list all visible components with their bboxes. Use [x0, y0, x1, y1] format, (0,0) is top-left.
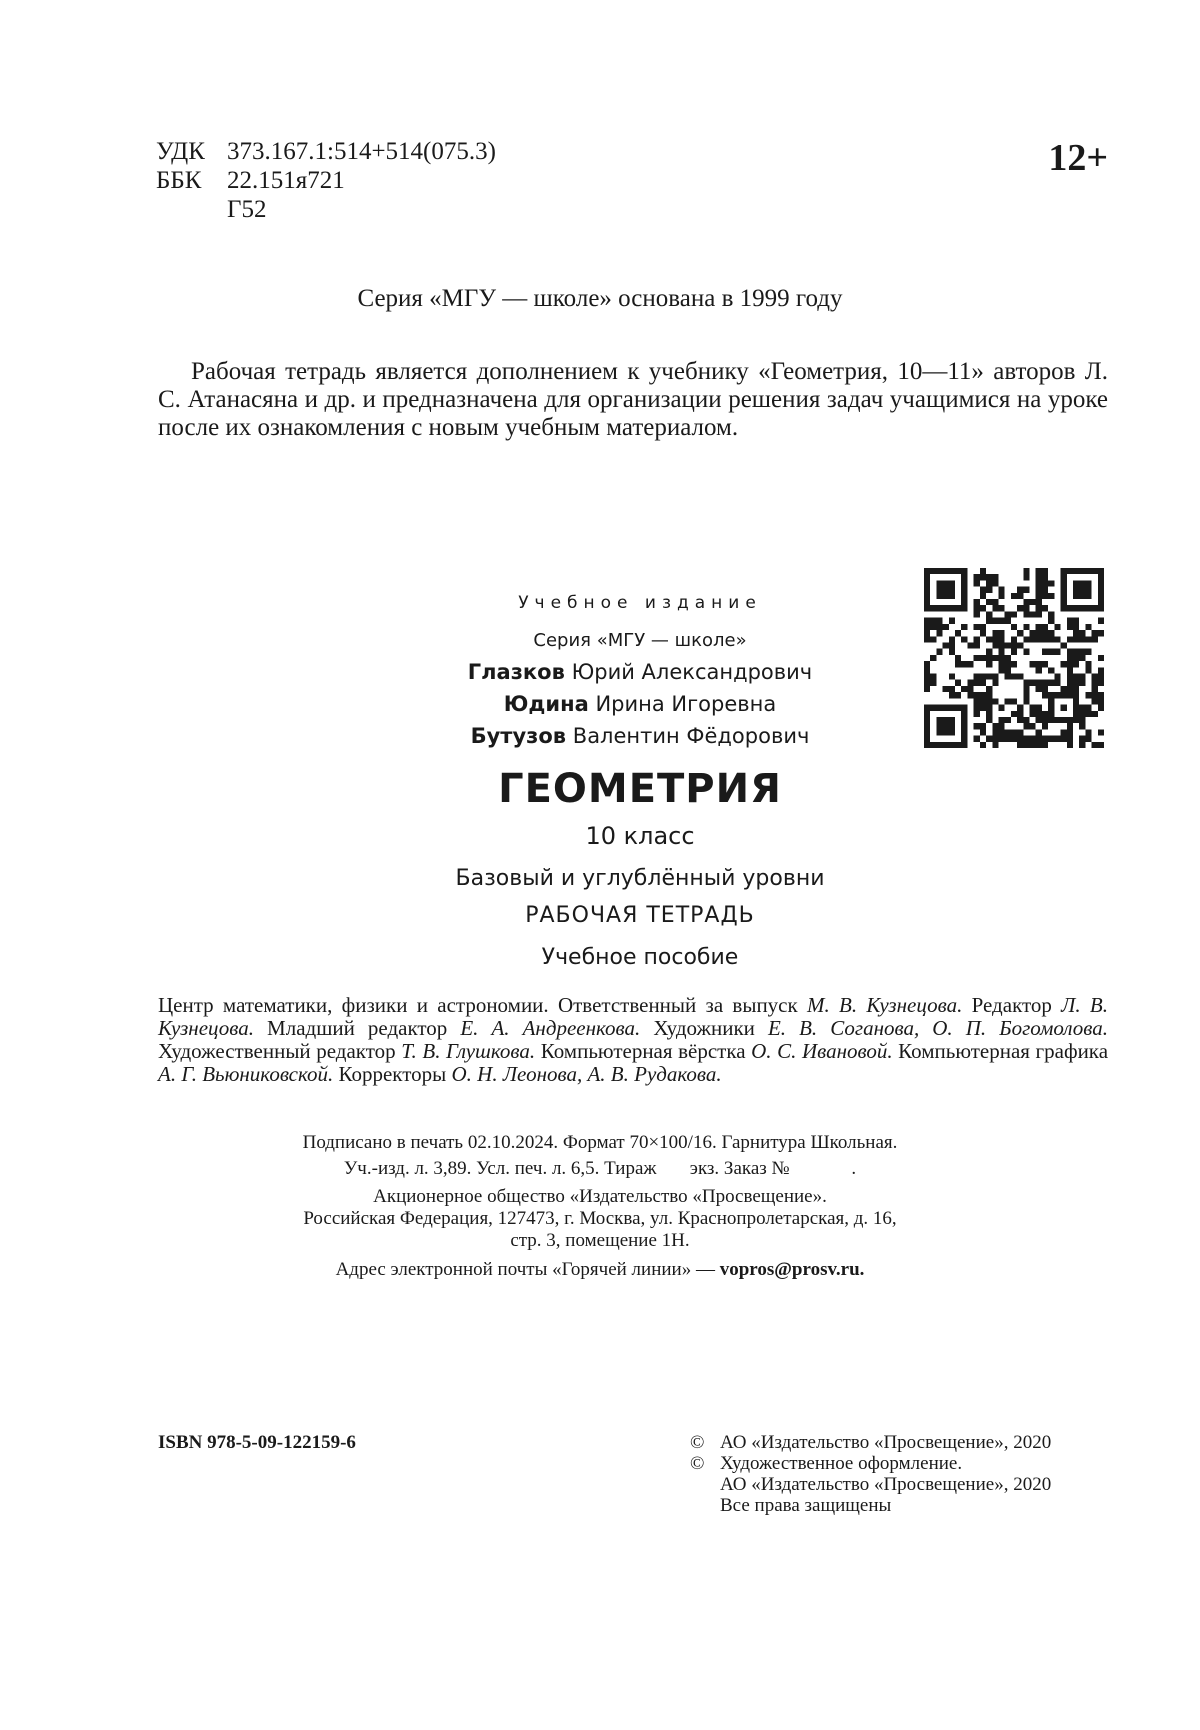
- copyright-rights: Все права защищены: [720, 1495, 892, 1516]
- copyright-row: [690, 1453, 1051, 1474]
- credits-name: А. Г. Вьюниковской.: [158, 1062, 334, 1086]
- grade: 10 класс: [585, 822, 695, 850]
- copyright-line: АО «Издательство «Просвещение», 2020: [720, 1474, 1052, 1495]
- copyright-line: Художественное оформление.: [720, 1453, 963, 1474]
- credits-text: Художественный редактор: [158, 1039, 402, 1063]
- classification-block: [156, 137, 496, 224]
- credits-name: Е. А. Андреенкова.: [460, 1016, 641, 1040]
- imprint-hotline: [0, 1259, 1200, 1281]
- udk-value: 373.167.1:514+514(075.3): [227, 138, 496, 165]
- author-1-given: Юрий Александрович: [571, 660, 813, 684]
- udk-key: УДК: [156, 138, 205, 165]
- copyright-symbol: ©: [690, 1453, 705, 1474]
- credits-text: Художники: [640, 1016, 768, 1040]
- isbn: ISBN 978-5-09-122159-6: [158, 1432, 356, 1453]
- author-2-surname: Юдина: [503, 692, 589, 716]
- imprint-publisher: Акционерное общество «Издательство «Просвещение».: [373, 1186, 827, 1207]
- author-mark: Г52: [227, 196, 267, 223]
- credits-text: Компьютерная вёрстка: [535, 1039, 752, 1063]
- age-rating: 12+: [1048, 137, 1108, 179]
- copyright-row: [690, 1432, 1051, 1453]
- bbk-key: ББК: [156, 167, 202, 194]
- udk-row: [156, 137, 496, 166]
- annotation: Рабочая тетрадь является дополнением к учебнику «Геометрия, 10—11» авторов Л. С. Атанасяна и др. и предназначена для организации решения задач учащимися на уроке после их ознакомления с новым учебным материалом.: [158, 358, 1108, 441]
- author-mark-spacer: [156, 195, 227, 224]
- author-1-surname: Глазков: [467, 660, 565, 684]
- edition-type: Учебное издание: [518, 593, 762, 613]
- credits-name: Л. В. Кузнецова.: [158, 993, 1108, 1040]
- bbk-value: 22.151я721: [227, 167, 345, 194]
- author-3-surname: Бутузов: [470, 724, 567, 748]
- levels: Базовый и углублённый уровни: [455, 866, 825, 891]
- author-2-given: Ирина Игоревна: [595, 692, 777, 716]
- hotline-text: Адрес электронной почты «Горячей линии» —: [335, 1259, 720, 1280]
- workbook-label: РАБОЧАЯ ТЕТРАДЬ: [525, 903, 755, 928]
- credits-name: О. Н. Леонова, А. В. Рудакова.: [451, 1062, 722, 1086]
- qr-code-icon: [924, 568, 1104, 748]
- copyright-line: АО «Издательство «Просвещение», 2020: [720, 1432, 1052, 1453]
- imprint-sheets: Уч.-изд. л. 3,89. Усл. печ. л. 6,5. Тираж экз. Заказ № .: [343, 1158, 857, 1179]
- credits: [158, 994, 1108, 1086]
- credits-text: Компьютерная графика: [892, 1039, 1109, 1063]
- copyright-block: [690, 1432, 1051, 1516]
- book-title: ГЕОМЕТРИЯ: [498, 766, 782, 812]
- author-mark-row: [156, 195, 496, 224]
- credits-name: О. С. Ивановой.: [751, 1039, 893, 1063]
- hotline-email: vopros@prosv.ru.: [719, 1259, 865, 1280]
- credits-text: Младший редактор: [254, 1016, 461, 1040]
- series-small: Серия «МГУ — школе»: [533, 630, 747, 651]
- credits-text: Редактор: [962, 993, 1062, 1017]
- credits-name: Е. В. Соганова, О. П. Богомолова.: [767, 1016, 1108, 1040]
- credits-text: Корректоры: [333, 1062, 452, 1086]
- copyright-symbol: ©: [690, 1432, 705, 1453]
- author-3: [340, 724, 940, 748]
- author-2: [340, 692, 940, 716]
- credits-name: Т. В. Глушкова.: [401, 1039, 536, 1063]
- imprint-address-2: стр. 3, помещение 1Н.: [510, 1230, 690, 1251]
- manual-label: Учебное пособие: [541, 945, 739, 970]
- series-founded: Серия «МГУ — школе» основана в 1999 году: [357, 285, 843, 312]
- credits-text: Центр математики, физики и астрономии. Ответственный за выпуск: [158, 993, 807, 1017]
- credits-name: М. В. Кузнецова.: [806, 993, 963, 1017]
- author-1: [340, 660, 940, 684]
- bbk-row: [156, 166, 496, 195]
- imprint-address: Российская Федерация, 127473, г. Москва, ул. Краснопролетарская, д. 16,: [303, 1208, 897, 1229]
- imprint-signed: Подписано в печать 02.10.2024. Формат 70×100/16. Гарнитура Школьная.: [302, 1132, 898, 1153]
- author-3-given: Валентин Фёдорович: [572, 724, 810, 748]
